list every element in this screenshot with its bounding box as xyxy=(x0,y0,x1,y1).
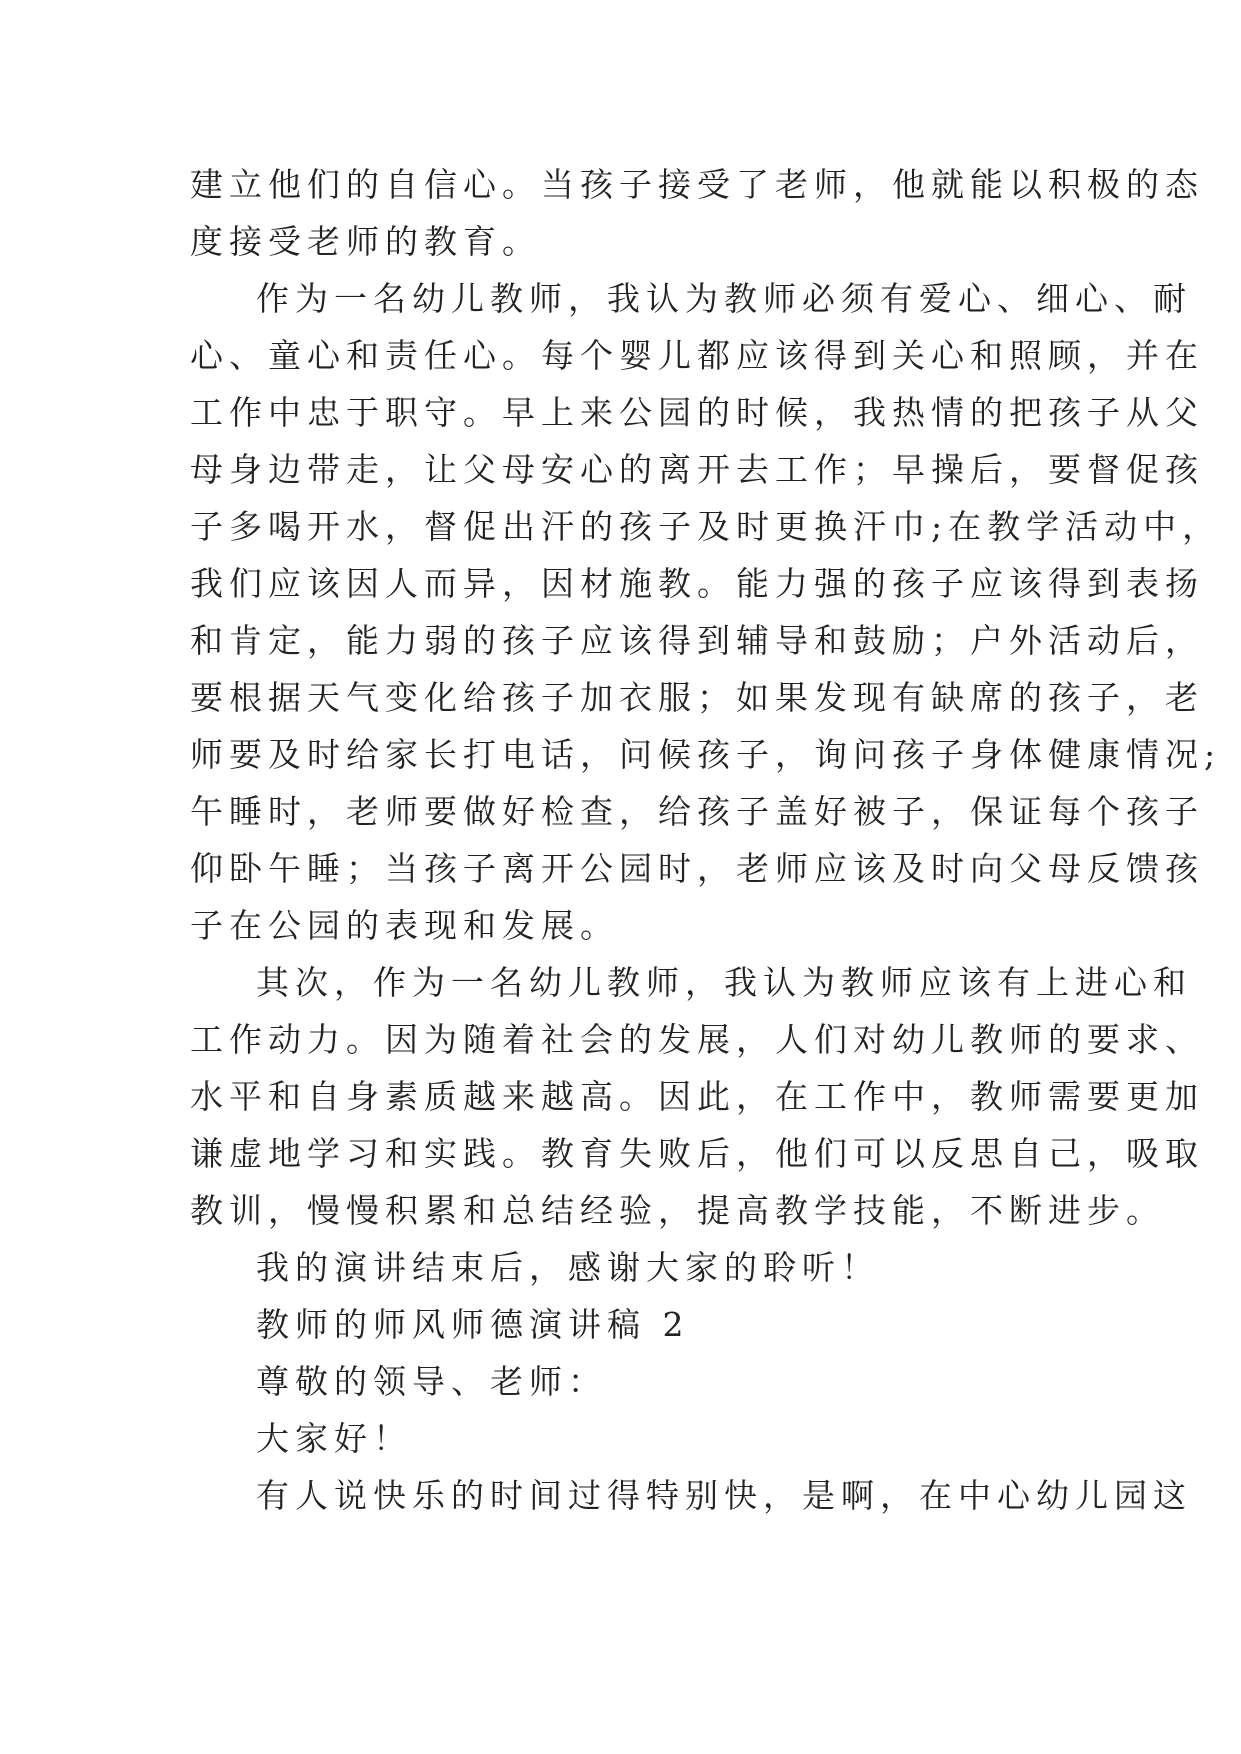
text-line: 建立他们的自信心。当孩子接受了老师，他就能以积极的态 xyxy=(190,165,1204,204)
text-line: 有人说快乐的时间过得特别快，是啊，在中心幼儿园这 xyxy=(256,1476,1192,1515)
paragraph-3 xyxy=(190,954,1204,1239)
heading-text: 教师的师风师德演讲稿 2 xyxy=(256,1305,690,1344)
text-line: 大家好！ xyxy=(256,1419,412,1458)
text-line: 度接受老师的教育。 xyxy=(190,222,541,261)
text-line: 母身边带走，让父母安心的离开去工作；早操后，要督促孩 xyxy=(190,450,1204,489)
text-line: 仰卧午睡；当孩子离开公园时，老师应该及时向父母反馈孩 xyxy=(190,849,1204,888)
section-heading xyxy=(190,1296,1062,1353)
text-line: 工作动力。因为随着社会的发展，人们对幼儿教师的要求、 xyxy=(190,1020,1204,1059)
text-line: 子多喝开水，督促出汗的孩子及时更换汗巾;在教学活动中， xyxy=(190,507,1222,546)
text-line: 谦虚地学习和实践。教育失败后，他们可以反思自己，吸取 xyxy=(190,1134,1204,1173)
text-line: 教训，慢慢积累和总结经验，提高教学技能，不断进步。 xyxy=(190,1191,1165,1230)
paragraph-2 xyxy=(190,270,1222,954)
text-line: 和肯定，能力弱的孩子应该得到辅导和鼓励；户外活动后， xyxy=(190,621,1204,660)
text-line: 我的演讲结束后，感谢大家的聆听！ xyxy=(256,1248,880,1287)
paragraph-closing xyxy=(190,1239,1062,1296)
text-line: 尊敬的领导、老师： xyxy=(256,1362,607,1401)
paragraph-last xyxy=(190,1467,1192,1524)
text-line: 其次，作为一名幼儿教师，我认为教师应该有上进心和 xyxy=(256,963,1192,1002)
paragraph-1 xyxy=(190,156,1204,270)
text-line: 水平和自身素质越来越高。因此，在工作中，教师需要更加 xyxy=(190,1077,1204,1116)
text-line: 要根据天气变化给孩子加衣服；如果发现有缺席的孩子，老 xyxy=(190,678,1204,717)
text-line: 心、童心和责任心。每个婴儿都应该得到关心和照顾，并在 xyxy=(190,336,1204,375)
document-body xyxy=(190,156,1222,1524)
text-line: 午睡时，老师要做好检查，给孩子盖好被子，保证每个孩子 xyxy=(190,792,1204,831)
text-line: 子在公园的表现和发展。 xyxy=(190,906,619,945)
text-line: 师要及时给家长打电话，问候孩子，询问孩子身体健康情况; xyxy=(190,735,1222,774)
salutation xyxy=(190,1353,1062,1410)
greeting xyxy=(190,1410,1062,1467)
text-line: 工作中忠于职守。早上来公园的时候，我热情的把孩子从父 xyxy=(190,393,1204,432)
text-line: 作为一名幼儿教师，我认为教师必须有爱心、细心、耐 xyxy=(256,279,1192,318)
text-line: 我们应该因人而异，因材施教。能力强的孩子应该得到表扬 xyxy=(190,564,1204,603)
